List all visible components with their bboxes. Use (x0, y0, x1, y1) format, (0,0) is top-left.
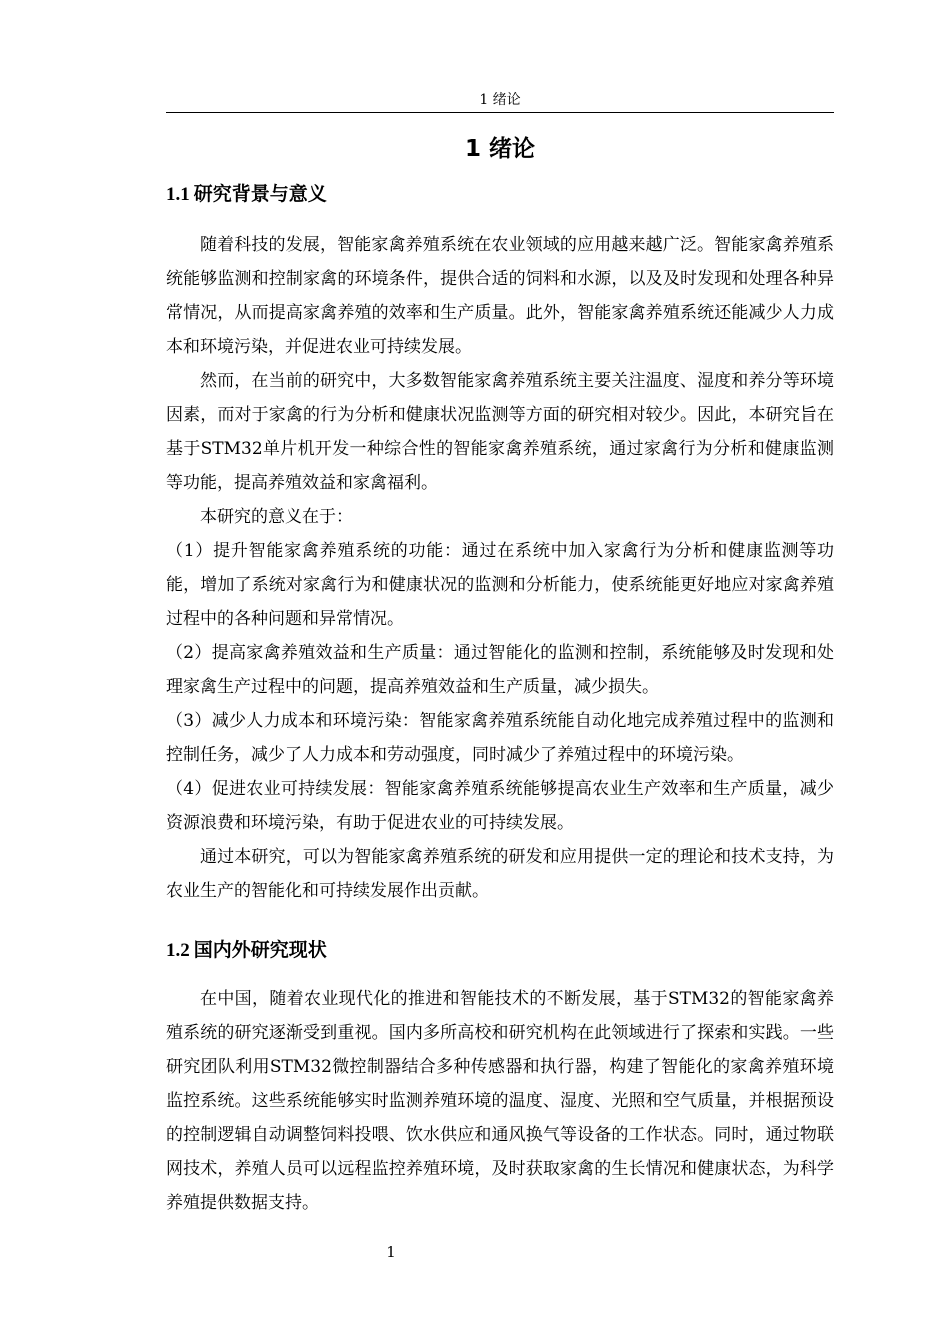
section-number: 1.1 (166, 184, 190, 205)
paragraph: 通过本研究，可以为智能家禽养殖系统的研发和应用提供一定的理论和技术支持，为农业生产的智能化和可持续发展作出贡献。 (166, 847, 834, 901)
section-number: 1.2 (166, 940, 190, 961)
paragraph: 本研究的意义在于： (200, 507, 353, 527)
list-item: （4）促进农业可持续发展：智能家禽养殖系统能够提高农业生产效率和生产质量，减少资源浪费和环境污染，有助于促进农业的可持续发展。 (166, 779, 834, 833)
section-body-1-1 (166, 228, 834, 908)
paragraph: 在中国，随着农业现代化的推进和智能技术的不断发展，基于STM32的智能家禽养殖系统的研究逐渐受到重视。国内多所高校和研究机构在此领域进行了探索和实践。一些研究团队利用STM32微控制器结合多种传感器和执行器，构建了智能化的家禽养殖环境监控系统。这些系统能够实时监测养殖环境的温度、湿度、光照和空气质量，并根据预设的控制逻辑自动调整饲料投喂、饮水供应和通风换气等设备的工作状态。同时，通过物联网技术，养殖人员可以远程监控养殖环境，及时获取家禽的生长情况和健康状态，为科学养殖提供数据支持。 (166, 989, 834, 1213)
paragraph: 随着科技的发展，智能家禽养殖系统在农业领域的应用越来越广泛。智能家禽养殖系统能够监测和控制家禽的环境条件，提供合适的饲料和水源，以及及时发现和处理各种异常情况，从而提高家禽养殖的效率和生产质量。此外，智能家禽养殖系统还能减少人力成本和环境污染，并促进农业可持续发展。 (166, 235, 834, 357)
section-title: 研究背景与意义 (193, 183, 327, 205)
list-item: （2）提高家禽养殖效益和生产质量：通过智能化的监测和控制，系统能够及时发现和处理家禽生产过程中的问题，提高养殖效益和生产质量，减少损失。 (166, 643, 834, 697)
chapter-title: 1 绪论 (464, 136, 535, 162)
section-heading-1-2 (166, 937, 834, 964)
page-number: 1 (386, 1243, 396, 1261)
section-heading-1-1 (166, 181, 834, 208)
paragraph: 然而，在当前的研究中，大多数智能家禽养殖系统主要关注温度、湿度和养分等环境因素，而对于家禽的行为分析和健康状况监测等方面的研究相对较少。因此，本研究旨在基于STM32单片机开发一种综合性的智能家禽养殖系统，通过家禽行为分析和健康监测等功能，提高养殖效益和家禽福利。 (166, 371, 834, 493)
running-header: 1 绪论 (479, 92, 521, 108)
list-item: （1）提升智能家禽养殖系统的功能：通过在系统中加入家禽行为分析和健康监测等功能，增加了系统对家禽行为和健康状况的监测和分析能力，使系统能更好地应对家禽养殖过程中的各种问题和异常情况。 (166, 541, 834, 629)
section-title: 国内外研究现状 (193, 939, 327, 961)
list-item: （3）减少人力成本和环境污染：智能家禽养殖系统能自动化地完成养殖过程中的监测和控制任务，减少了人力成本和劳动强度，同时减少了养殖过程中的环境污染。 (166, 711, 834, 765)
header-rule (166, 112, 834, 113)
section-body-1-2 (166, 982, 834, 1220)
